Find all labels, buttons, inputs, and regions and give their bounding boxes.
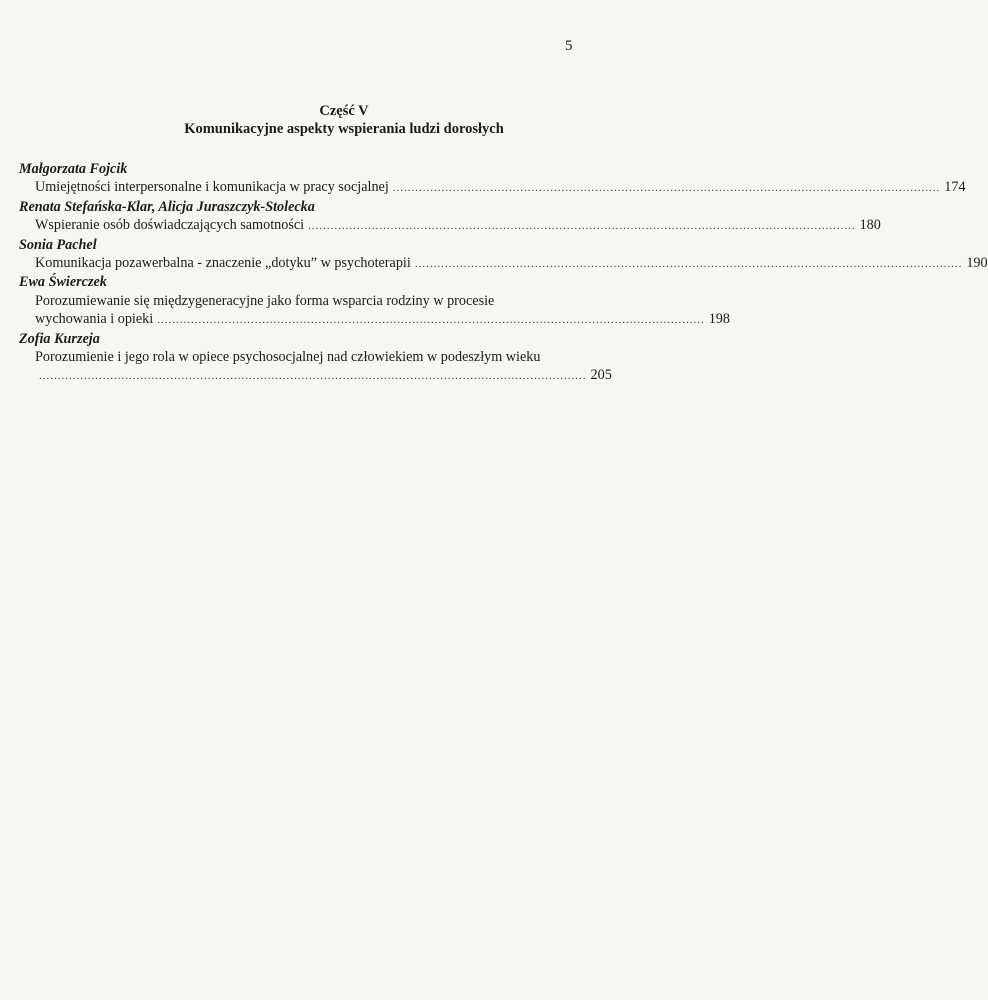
entry-page: 180	[859, 217, 881, 234]
entry-page: 198	[708, 311, 730, 328]
entry-author: Renata Stefańska-Klar, Alicja Juraszczyk-Stolecka	[19, 198, 315, 215]
entry-page: 205	[590, 367, 612, 384]
entry-title-line	[19, 310, 730, 329]
entry-title: Umiejętności interpersonalne i komunikacja w pracy socjalnej	[35, 179, 389, 196]
dot-leader: ..................................................................................................................................................	[392, 182, 941, 195]
entry-title-line	[19, 178, 966, 197]
part-label: Część V	[319, 103, 369, 119]
toc-entry	[19, 330, 612, 386]
entry-title: Wspieranie osób doświadczających samotności	[35, 217, 305, 234]
toc-entry	[19, 160, 966, 198]
entry-author: Zofia Kurzeja	[19, 330, 100, 347]
entry-title: Porozumienie i jego rola w opiece psychosocjalnej nad człowiekiem w podeszłym wieku	[35, 349, 541, 366]
dot-leader: ..................................................................................................................................................	[39, 370, 587, 383]
dot-leader: ..................................................................................................................................................	[414, 258, 963, 271]
entry-title: wychowania i opieki	[35, 311, 154, 328]
entry-page: 174	[944, 179, 966, 196]
entry-title-line	[19, 254, 988, 273]
entry-author: Małgorzata Fojcik	[19, 161, 128, 177]
entry-title-line	[19, 366, 612, 385]
part-title: Komunikacyjne aspekty wspierania ludzi dorosłych	[184, 121, 504, 137]
part-header	[0, 102, 648, 138]
entry-page: 190	[966, 255, 988, 272]
toc-entry	[19, 236, 988, 274]
page-number: 5	[565, 38, 573, 54]
entry-title: Komunikacja pozawerbalna - znaczenie „dotyku” w psychoterapii	[35, 255, 411, 272]
toc-entry	[19, 198, 881, 236]
dot-leader: ..................................................................................................................................................	[157, 314, 705, 327]
entry-author: Sonia Pachel	[19, 236, 97, 253]
entry-title-line	[19, 216, 881, 235]
dot-leader: ..................................................................................................................................................	[308, 220, 856, 233]
entry-title: Porozumiewanie się międzygeneracyjne jako forma wsparcia rodziny w procesie	[35, 292, 495, 309]
table-of-contents	[19, 160, 988, 386]
entry-author: Ewa Świerczek	[19, 274, 107, 291]
toc-entry	[19, 273, 730, 329]
